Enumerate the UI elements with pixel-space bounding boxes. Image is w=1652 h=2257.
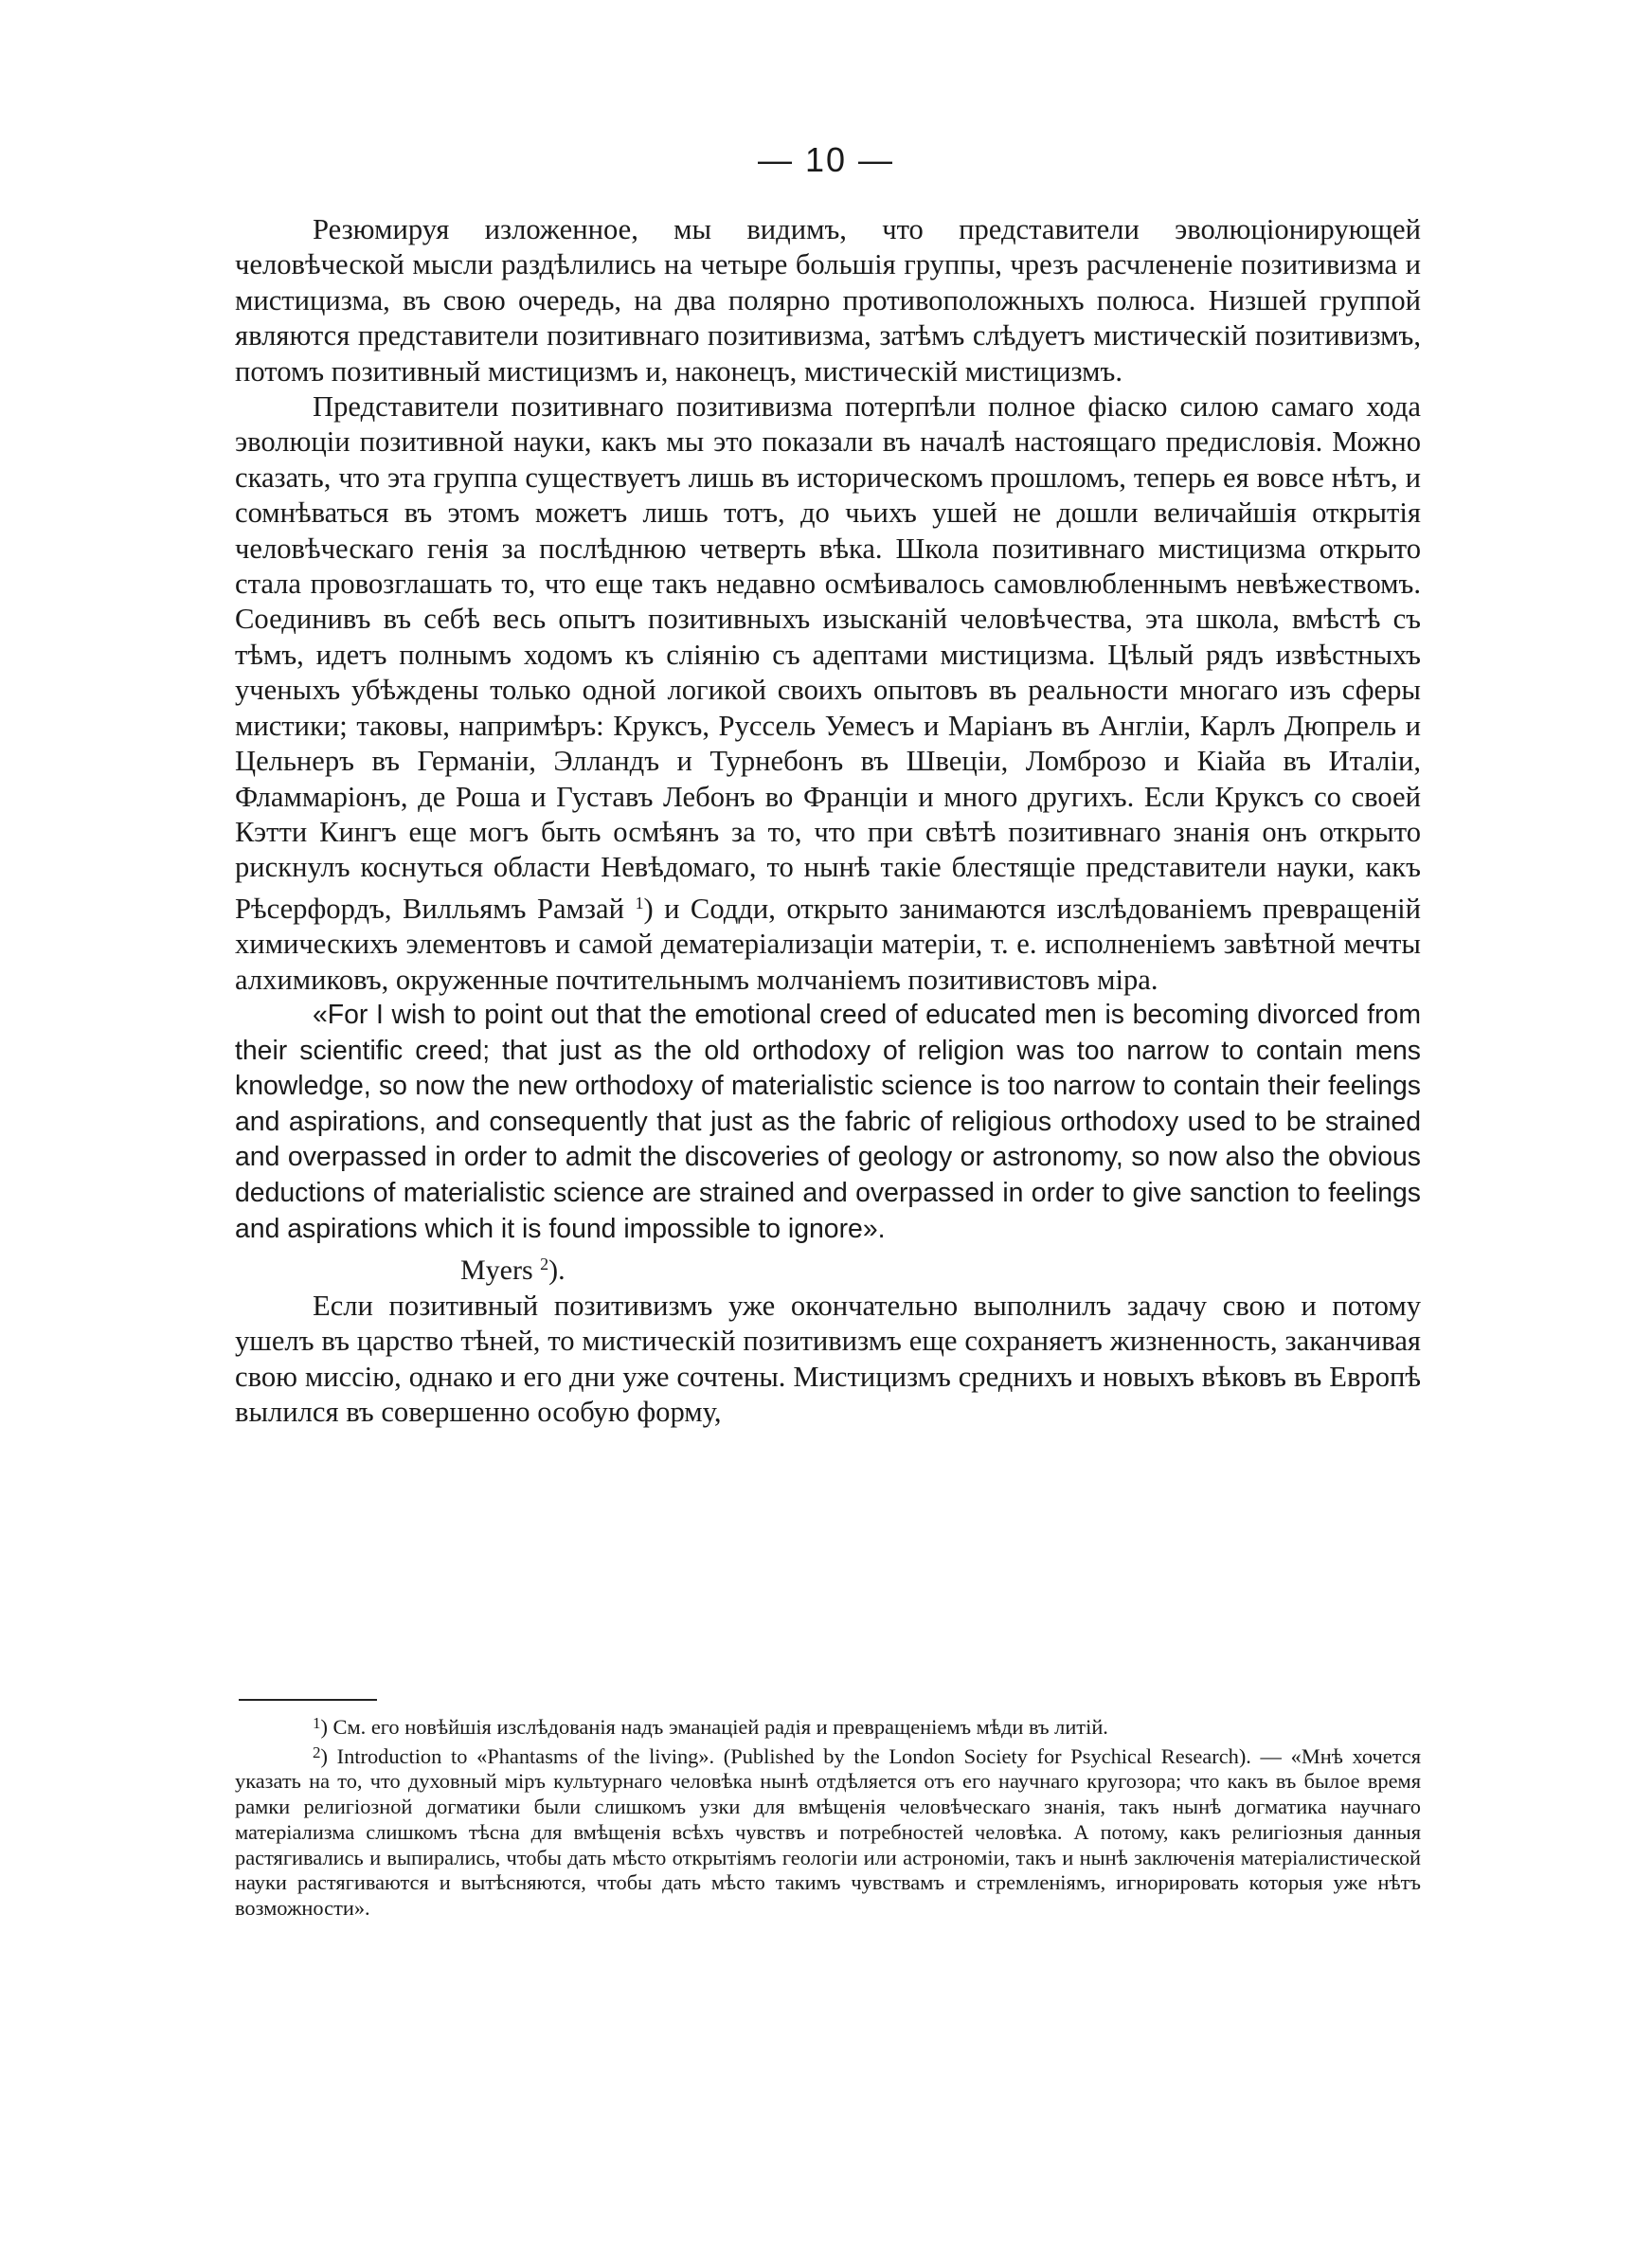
- footnote-1: [235, 1711, 1421, 1741]
- footnote-1-text: ) См. его новѣйшія изслѣдованія надъ эманаціей радія и превращеніемъ мѣди въ литій.: [320, 1715, 1108, 1739]
- footnote-separator: [239, 1699, 377, 1701]
- page-number: — 10 —: [757, 140, 895, 179]
- footnote-1-mark: 1: [313, 1714, 321, 1732]
- footnote-ref-1: 1: [635, 893, 644, 912]
- quote-text: «For I wish to point out that the emotional creed of educated men is becoming divorced from their scientific creed; that just as the old orthodoxy of religion was too narrow to contain mens knowledge, so now the new orthodoxy of materialistic science is too narrow to contain their feelings and aspirations, and consequently that just as the fabric of religious orthodoxy used to be strained and overpassed in order to admit the discoveries of geology or astronomy, so now also the obvious deductions of materialistic science are strained and overpassed in order to give sanction to feelings and aspirations which it is found impossible to ignore».: [235, 999, 1421, 1244]
- footnote-ref-2: 2: [540, 1255, 549, 1274]
- english-quote: [235, 998, 1421, 1289]
- footnotes: [235, 1711, 1421, 1922]
- paragraph-positivism: [235, 389, 1421, 998]
- footnote-2-mark: 2: [313, 1742, 321, 1761]
- paragraph-positivism-text-a: Представители позитивнаго позитивизма потерпѣли полное фіаско силою самаго хода эволюціи позитивной науки, какъ мы это показали въ началѣ настоящаго предисловія. Можно сказать, что эта группа существуетъ лишь въ историческомъ прошломъ, теперь ея вовсе нѣтъ, и сомнѣваться въ этомъ можетъ лишь тотъ, до чьихъ ушей не дошли величайшія открытія человѣческаго генія за послѣднюю четверть вѣка. Школа позитивнаго мистицизма открыто стала провозглашать то, что еще такъ недавно осмѣивалось самовлюбленнымъ невѣжествомъ. Соединивъ въ себѣ весь опытъ позитивныхъ изысканій человѣчества, эта школа, вмѣстѣ съ тѣмъ, идетъ полнымъ ходомъ къ сліянію съ адептами мистицизма. Цѣлый рядъ извѣстныхъ ученыхъ убѣждены только одной логикой своихъ опытовъ въ реальности многаго изъ сферы мистики; таковы, напримѣръ: Круксъ, Руссель Уемесъ и Маріанъ въ Англіи, Карлъ Дюпрель и Цельнеръ въ Германіи, Элландъ и Турнебонъ въ Швеціи, Ломброзо и Кіайа въ Италіи, Фламмаріонъ, де Роша и Густавъ Лебонъ во Франціи и много другихъ. Если Круксъ со своей Кэтти Кингъ еще могъ быть осмѣянъ за то, что при свѣтѣ позитивнаго знанія онъ открыто рискнулъ коснуться области Невѣдомаго, то нынѣ такіе блестящіе представители науки, какъ Рѣсерфордъ, Вилльямъ Рамзай: [235, 390, 1421, 925]
- paragraph-summary: Резюмируя изложенное, мы видимъ, что представители эволюціонирующей человѣческой мысли раздѣлились на четыре большія группы, чрезъ расчлененіе позитивизма и мистицизма, въ свою очередь, на два полярно противоположныхъ полюса. Низшей группой являются представители позитивнаго позитивизма, затѣмъ слѣдуетъ мистическій позитивизмъ, потомъ позитивный мистицизмъ и, наконецъ, мистическій мистицизмъ.: [235, 213, 1421, 388]
- quote-author-name: Myers: [460, 1255, 533, 1287]
- quote-author: [235, 1247, 1421, 1289]
- main-text: [235, 212, 1421, 1430]
- paragraph-mysticism: Если позитивный позитивизмъ уже окончательно выполнилъ задачу свою и потому ушелъ въ царство тѣней, то мистическій позитивизмъ еще сохраняетъ жизненность, заканчивая свою миссію, однако и его дни уже сочтены. Мистицизмъ среднихъ и новыхъ вѣковъ въ Европѣ вылился въ совершенно особую форму,: [235, 1289, 1421, 1428]
- quote-author-close: ).: [548, 1255, 566, 1287]
- paragraph-positivism-text-b: ) и Содди, открыто занимаются изслѣдованіемъ превращеній химическихъ элементовъ и самой дематеріализаціи матеріи, т. е. исполненіемъ завѣтной мечты алхимиковъ, окруженные почтительнымъ молчаніемъ позитивистовъ міра.: [235, 892, 1421, 996]
- footnote-2: [235, 1741, 1421, 1922]
- footnote-2-text: ) Introduction to «Phantasms of the living». (Published by the London Society for Psychical Research). — «Мнѣ хочется указать на то, что духовный міръ культурнаго человѣка нынѣ отдѣляется отъ его научнаго кругозора; что какъ въ былое время рамки религіозной догматики были слишкомъ узки для вмѣщенія человѣческаго знанія, такъ нынѣ догматика научнаго матеріализма слишкомъ тѣсна для вмѣщенія всѣхъ чувствъ и потребностей человѣка. А потому, какъ религіозныя данныя растягивались и выпирались, чтобы дать мѣсто открытіямъ геологіи или астрономіи, такъ и нынѣ заключенія матеріалистической науки растягиваются и вытѣсняются, чтобы дать мѣсто такимъ чувствамъ и стремленіямъ, игнорировать которыя уже нѣтъ возможности».: [235, 1743, 1421, 1920]
